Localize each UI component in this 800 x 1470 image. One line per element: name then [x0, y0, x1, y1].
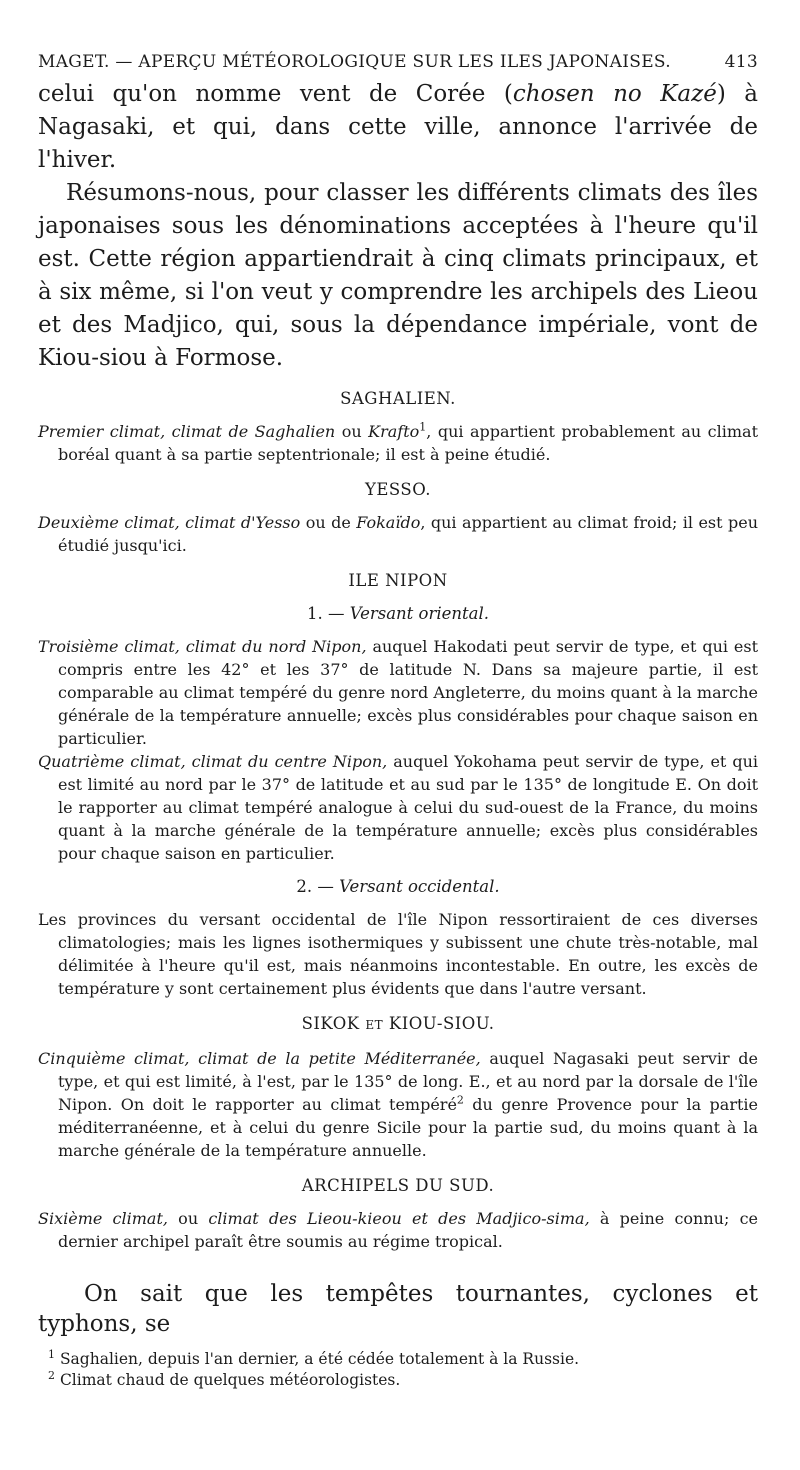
paragraph-versant-occidental: Les provinces du versant occidental de l'île Nipon ressortiraient de ces diverses climatologies; mais les lignes isothermiques y subissent une chute très-notable, mal délimitée à l'heure qu'il est, mais néanmoins incontestable. En outre, les excès de température y sont certainement plus évidents que dans l'autre versant. — [38, 910, 758, 998]
heading-sikok-kiou-siou: SIKOK ET KIOU-SIOU. — [301, 1014, 495, 1033]
page-number: 413 — [724, 52, 758, 72]
running-head — [38, 52, 758, 72]
paragraph-troisieme-climat: Troisième climat, climat du nord Nipon, auquel Hakodati peut servir de type, et qui est compris entre les 42° et les 37° de latitude N. Dans sa majeure partie, il est comparable au climat tempéré du genre nord Angleterre, du moins quant à la marche générale de la température annuelle; excès plus considérables pour chaque saison en particulier. — [38, 637, 759, 748]
paragraph-sixieme-climat: Sixième climat, ou climat des Lieou-kieou et des Madjico-sima, à peine connu; ce dernier archipel paraît être soumis au régime tropical. — [38, 1209, 758, 1251]
footnote-ref-1: 1 — [419, 420, 427, 434]
paragraph-saghalien: Premier climat, climat de Saghalien ou Krafto$^1$, qui appartient probablement au climat boréal quant à sa partie septentrionale; il est à peine étudié. — [38, 420, 759, 464]
paragraph-quatrieme-climat: Quatrième climat, climat du centre Nipon, auquel Yokohama peut servir de type, et qui est limité au nord par le 37° de latitude et au sud par le 135° de longitude E. On doit le rapporter au climat tempéré analogue à celui du sud-ouest de la France, du moins quant à la marche générale de la température annuelle; excès plus considérables pour chaque saison en particulier. — [38, 752, 759, 863]
footnote-ref-2: 2 — [456, 1093, 464, 1107]
intro-paragraph-1: celui qu'on nomme vent de Corée (chosen no Kazé) à Nagasaki, et qui, dans cette ville, annonce l'arrivée de l'hiver. — [38, 81, 758, 173]
heading-saghalien: SAGHALIEN. — [340, 389, 456, 408]
heading-ile-nipon: ILE NIPON — [348, 571, 448, 590]
running-title: MAGET. — APERÇU MÉTÉOROLOGIQUE SUR LES ILES JAPONAISES. — [38, 52, 671, 72]
heading-yesso: YESSO. — [364, 480, 432, 499]
footnotes — [38, 1349, 758, 1391]
paragraph-yesso: Deuxième climat, climat d'Yesso ou de Fokaïdo, qui appartient au climat froid; il est peu étudié jusqu'ici. — [38, 513, 759, 555]
subheading-versant-occidental: 2. — Versant occidental. — [296, 877, 500, 896]
intro-text — [38, 78, 758, 375]
climates-section — [38, 387, 758, 1253]
footnote-2: $^2$ Climat chaud de quelques météorologistes. — [48, 1368, 401, 1389]
paragraph-cinquieme-climat: Cinquième climat, climat de la petite Méditerranée, auquel Nagasaki peut servir de type, et qui est limité, à l'est, par le 135° de long. E., et au nord par la dorsale de l'île Nipon. On doit le rapporter au climat tempéré$^2$ du genre Provence pour la partie méditerranéenne, et à celui du genre Sicile pour la partie sud, du moins quant à la marche générale de la température annuelle. — [38, 1049, 758, 1160]
intro-paragraph-2: Résumons-nous, pour classer les différents climats des îles japonaises sous les dénominations acceptées à l'heure qu'il est. Cette région appartiendrait à cinq climats principaux, et à six même, si l'on veut y comprendre les archipels des Lieou et des Madjico, qui, sous la dépendance impériale, vont de Kiou-siou à Formose. — [38, 180, 758, 371]
heading-archipels-du-sud: ARCHIPELS DU SUD. — [301, 1176, 495, 1195]
subheading-versant-oriental: 1. — Versant oriental. — [306, 604, 490, 623]
term-chosen-no-kaze: chosen no Kazé — [512, 81, 717, 107]
footnote-1: $^1$ Saghalien, depuis l'an dernier, a été cédée totalement à la Russie. — [48, 1347, 580, 1368]
closing-line: On sait que les tempêtes tournantes, cyclones et typhons, se — [38, 1281, 758, 1337]
